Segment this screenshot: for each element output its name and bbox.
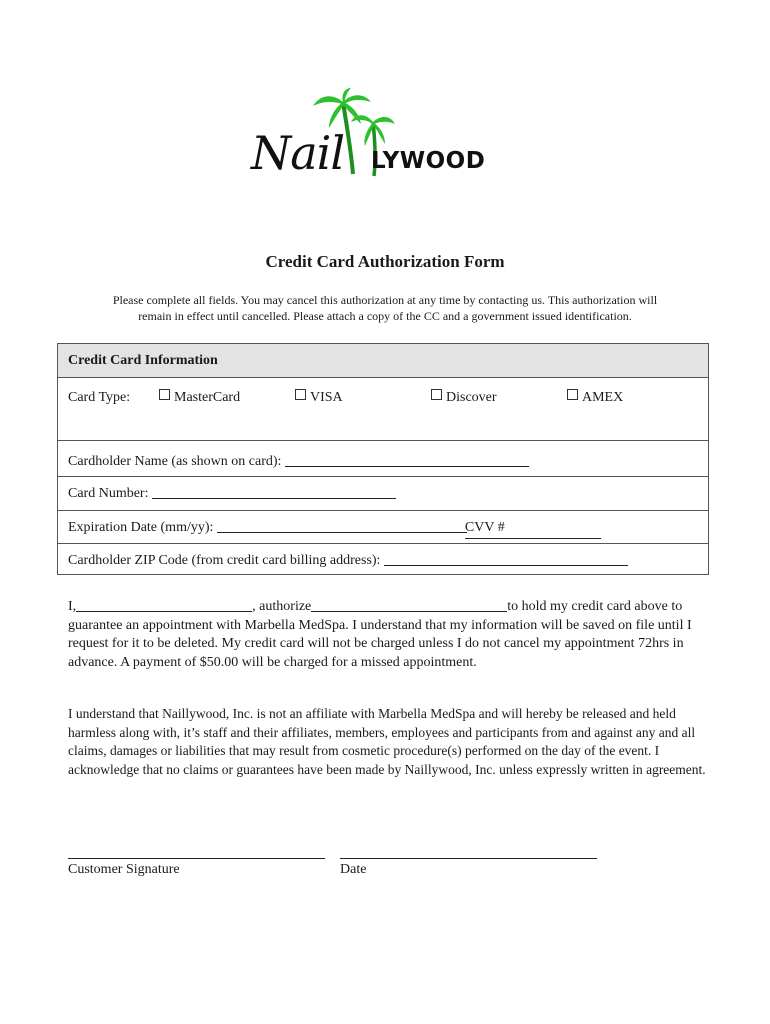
customer-signature-label: Customer Signature [68,862,180,877]
option-discover[interactable] [431,388,497,408]
business-name-field[interactable] [311,596,507,612]
auth-authorize-text: , authorize [252,599,312,614]
form-instructions [70,292,700,324]
card-type-label: Card Type: [68,390,131,405]
option-label: VISA [310,390,343,405]
expiration-field[interactable] [217,517,467,533]
credit-card-info-section [57,343,709,575]
option-label: AMEX [582,390,624,405]
card-number-field[interactable] [152,483,396,499]
checkbox-visa[interactable] [295,389,306,400]
option-visa[interactable] [295,388,343,408]
disclaimer-paragraph: I understand that Naillywood, Inc. is not an affiliate with Marbella MedSpa and will hereby be released and held harmless along with, it’s staff and their affiliates, members, employees and participants from and against any and all claims, damages or liabilities that may result from cosmetic procedure(s) performed on the day of the event. I acknowledge that no claims or guarantees have been made by Naillywood, Inc. unless expressly written in agreement. [68,706,706,777]
option-amex[interactable] [567,388,623,408]
instructions-line-2: remain in effect until cancelled. Please attach a copy of the CC and a government issued identification. [138,309,632,323]
cardholder-name-row [58,440,708,473]
form-title: Credit Card Authorization Form [265,252,505,271]
card-number-row [58,476,708,509]
checkbox-discover[interactable] [431,389,442,400]
customer-name-field[interactable] [76,596,252,612]
option-label: Discover [446,390,497,405]
naillywood-logo [245,88,535,188]
auth-start-text: I, [68,599,77,614]
logo-block-text: LYWOOD [371,148,486,174]
card-number-label: Card Number: [68,486,149,501]
option-mastercard[interactable] [159,388,240,408]
card-type-row [58,388,708,408]
logo-script-text: Nail [251,126,345,180]
checkbox-amex[interactable] [567,389,578,400]
expiration-row [58,510,708,543]
date-label: Date [340,862,367,877]
zip-field[interactable] [384,550,628,566]
auth-line1-rest: to hold my credit card [507,599,631,614]
instructions-line-1: Please complete all fields. You may cancel this authorization at any time by contacting us. This authorization will [112,293,658,307]
date-line[interactable] [340,858,597,859]
section-header: Credit Card Information [58,344,708,378]
cardholder-name-label: Cardholder Name (as shown on card): [68,454,282,469]
zip-row [58,543,708,576]
auth-body-text: above to guarantee an appointment with Marbella MedSpa. I understand that my information will be saved on file until I request for it to be deleted. My credit card will not be charged unless I do not cancel my appointment 72hrs in advance. A payment of $50.00 will be charged for a missed appointment. [68,599,692,670]
cardholder-name-field[interactable] [285,451,529,467]
zip-label: Cardholder ZIP Code (from credit card billing address): [68,553,381,568]
option-label: MasterCard [174,390,241,405]
customer-signature-line[interactable] [68,858,325,859]
expiration-label: Expiration Date (mm/yy): [68,520,214,535]
checkbox-mastercard[interactable] [159,389,170,400]
cvv-label: CVV # [465,518,601,539]
authorization-paragraph [68,596,708,672]
